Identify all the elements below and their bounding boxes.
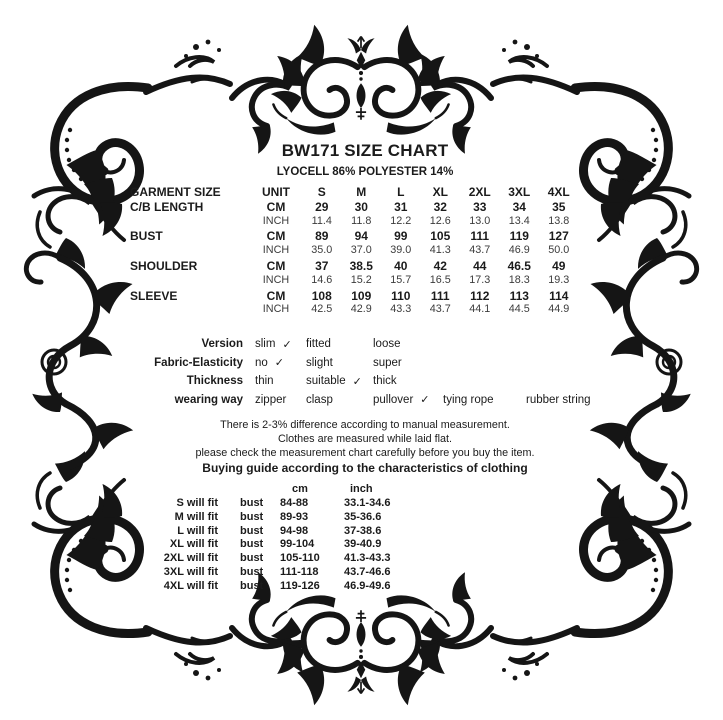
size-table-header-row [130,185,600,200]
size-value: 33 [473,199,487,214]
measurement-label: BUST [130,229,163,244]
size-value: 99 [394,229,408,244]
size-value: 113 [509,288,529,303]
attribute-option-label: thick [373,375,397,388]
unit-cell: CM [266,258,286,273]
measurement-label: SLEEVE [130,288,178,303]
buying-guide-row [130,525,600,539]
size-chart-content [130,141,600,594]
attribute-row [130,354,600,373]
size-value: 42.5 [311,303,333,316]
size-value: 16.5 [429,273,451,286]
fabric-composition: LYOCELL 86% POLYESTER 14% [276,166,454,178]
size-value: 31 [394,199,408,214]
buying-guide-row [130,566,600,580]
size-value: 37 [315,258,329,273]
attribute-option [526,394,591,406]
size-table-row [130,244,600,259]
attribute-option [373,357,443,369]
guide-measure-label: bust [240,496,264,509]
size-header-4xl: 4XL [547,185,570,199]
size-value: 41.3 [429,244,451,257]
attribute-option-label: super [373,356,402,369]
guide-inch-value: 35-36.6 [344,510,382,523]
size-table-row [130,259,600,274]
size-value: 15.2 [350,273,372,286]
size-value: 39.0 [390,244,412,257]
guide-inch-value: 41.3-43.3 [344,552,391,565]
guide-inch-value: 33.1-34.6 [344,496,391,509]
size-header-2xl: 2XL [468,185,491,199]
attribute-option [373,375,443,387]
attribute-option [306,375,373,388]
guide-size-label: 2XL will fit [163,552,218,565]
buying-guide-row [130,580,600,594]
size-table-body [130,200,600,318]
guide-measure-label: bust [240,565,264,578]
attributes-section [130,335,600,409]
size-value: 17.3 [469,273,491,286]
attribute-option-label: tying rope [443,393,494,406]
guide-size-label: M will fit [174,510,218,523]
size-value: 119 [509,229,529,244]
attribute-option [306,394,373,406]
guide-measure-label: bust [240,579,264,592]
buying-guide-row [130,497,600,511]
size-table-row [130,200,600,215]
guide-measure-label: bust [240,538,264,551]
size-value: 30 [354,199,368,214]
size-header-l: L [397,185,405,199]
size-value: 14.6 [311,273,333,286]
size-value: 43.7 [429,303,451,316]
guide-inch-value: 37-38.6 [344,524,382,537]
guide-cm-value: 89-93 [280,510,309,523]
note-line-3: please check the measurement chart carefully before you buy the item. [195,447,535,460]
size-table [130,185,600,318]
size-value: 111 [430,288,450,303]
size-table-row [130,215,600,230]
guide-size-label: S will fit [176,496,218,509]
size-value: 111 [470,229,490,244]
size-value: 18.3 [508,273,530,286]
cm-header: cm [292,483,308,496]
check-mark-icon: ✓ [352,375,362,388]
buying-guide-row [130,511,600,525]
attribute-option [243,356,306,369]
attribute-option-label: slight [306,356,333,369]
size-value: 89 [315,229,329,244]
size-value: 12.6 [429,214,451,227]
guide-cm-value: 84-88 [280,496,309,509]
attribute-option [373,393,443,406]
size-value: 50.0 [548,244,570,257]
guide-cm-value: 94-98 [280,524,309,537]
guide-measure-label: bust [240,524,264,537]
unit-cell: INCH [262,244,290,257]
size-value: 35 [552,199,566,214]
attribute-option-label: clasp [306,393,333,406]
size-value: 110 [391,288,411,303]
size-value: 19.3 [548,273,570,286]
attribute-option-label: no [255,356,268,369]
attribute-row [130,372,600,391]
attribute-option-label: zipper [255,393,287,406]
check-mark-icon: ✓ [282,338,292,351]
guide-cm-value: 99-104 [280,538,315,551]
size-value: 44.9 [548,303,570,316]
size-value: 109 [351,288,372,303]
attribute-option [373,338,443,350]
attribute-label: Version [201,338,243,351]
size-value: 38.5 [349,258,373,273]
size-value: 112 [470,288,490,303]
unit-cell: INCH [262,273,290,286]
page-title: BW171 SIZE CHART [281,141,449,160]
size-header-3xl: 3XL [508,185,531,199]
guide-cm-value: 111-118 [280,565,319,578]
size-header-s: S [317,185,326,199]
buying-guide-row [130,538,600,552]
attribute-option [243,394,306,406]
attribute-row [130,335,600,354]
size-value: 13.0 [469,214,491,227]
attribute-option [243,338,306,351]
size-table-row [130,289,600,304]
size-value: 11.8 [351,214,372,227]
inch-header: inch [350,483,373,496]
size-value: 13.4 [508,214,530,227]
buying-guide-row [130,552,600,566]
guide-measure-label: bust [240,510,264,523]
size-value: 35.0 [311,244,333,257]
size-table-row [130,229,600,244]
size-value: 46.5 [507,258,531,273]
size-value: 44.5 [508,303,530,316]
size-value: 29 [315,199,329,214]
note-line-1: There is 2-3% difference according to manual measurement. [220,419,510,432]
garment-size-header: GARMENT SIZE [130,185,221,199]
guide-size-label: 4XL will fit [163,579,218,592]
size-table-row [130,274,600,289]
size-value: 108 [311,288,332,303]
measurement-label: C/B LENGTH [130,199,204,214]
attribute-option-label: loose [373,338,401,351]
size-value: 42.9 [350,303,372,316]
notes-section [130,418,600,460]
size-value: 105 [430,229,451,244]
size-value: 40 [394,258,408,273]
attribute-label: Fabric-Elasticity [154,356,243,369]
size-value: 49 [552,258,566,273]
guide-inch-value: 46.9-49.6 [344,579,391,592]
guide-cm-value: 119-126 [280,579,320,592]
size-value: 34 [512,199,526,214]
attribute-option-label: thin [255,375,274,388]
size-value: 32 [433,199,447,214]
attribute-option-label: fitted [306,338,331,351]
unit-cell: CM [266,288,286,303]
attribute-label: Thickness [186,375,243,388]
attribute-option-label: slim [255,338,276,351]
size-value: 43.7 [469,244,491,257]
attribute-option [443,394,526,406]
attribute-option-label: suitable [306,375,346,388]
size-value: 12.2 [390,214,412,227]
size-value: 44.1 [469,303,491,316]
size-value: 37.0 [350,244,372,257]
note-line-2: Clothes are measured while laid flat. [277,433,453,446]
size-table-row [130,303,600,318]
size-value: 46.9 [508,244,530,257]
size-value: 42 [433,258,447,273]
guide-measure-label: bust [240,552,264,565]
attribute-row [130,391,600,410]
buying-guide-body [130,497,600,594]
unit-cell: CM [266,229,286,244]
unit-cell: CM [266,199,286,214]
measurement-label: SHOULDER [130,258,198,273]
attribute-label: wearing way [174,393,243,406]
attribute-option [306,357,373,369]
check-mark-icon: ✓ [274,357,285,370]
buying-guide-header-row [130,483,600,497]
attribute-option [306,338,373,350]
guide-inch-value: 39-40.9 [344,538,382,551]
guide-size-label: L will fit [177,524,218,537]
size-value: 11.4 [311,214,332,227]
size-value: 44 [473,258,487,273]
guide-size-label: XL will fit [169,538,218,551]
size-value: 13.8 [548,214,570,227]
size-value: 94 [354,229,368,244]
attribute-option-label: rubber string [526,393,591,406]
attribute-option [243,375,306,387]
size-header-m: M [356,185,367,199]
size-value: 114 [549,288,569,303]
size-value: 43.3 [390,303,412,316]
guide-inch-value: 43.7-46.6 [344,565,391,578]
size-value: 15.7 [390,273,412,286]
unit-cell: INCH [262,214,290,227]
size-header-xl: XL [432,185,448,199]
guide-size-label: 3XL will fit [163,565,218,578]
size-value: 127 [548,229,569,244]
unit-cell: INCH [262,303,290,316]
guide-cm-value: 105-110 [280,552,320,565]
buying-guide-title: Buying guide according to the characteristics of clothing [202,461,528,476]
check-mark-icon: ✓ [420,394,430,407]
buying-guide-table [130,483,600,593]
attribute-option-label: pullover [373,393,414,406]
unit-header: UNIT [262,185,290,199]
